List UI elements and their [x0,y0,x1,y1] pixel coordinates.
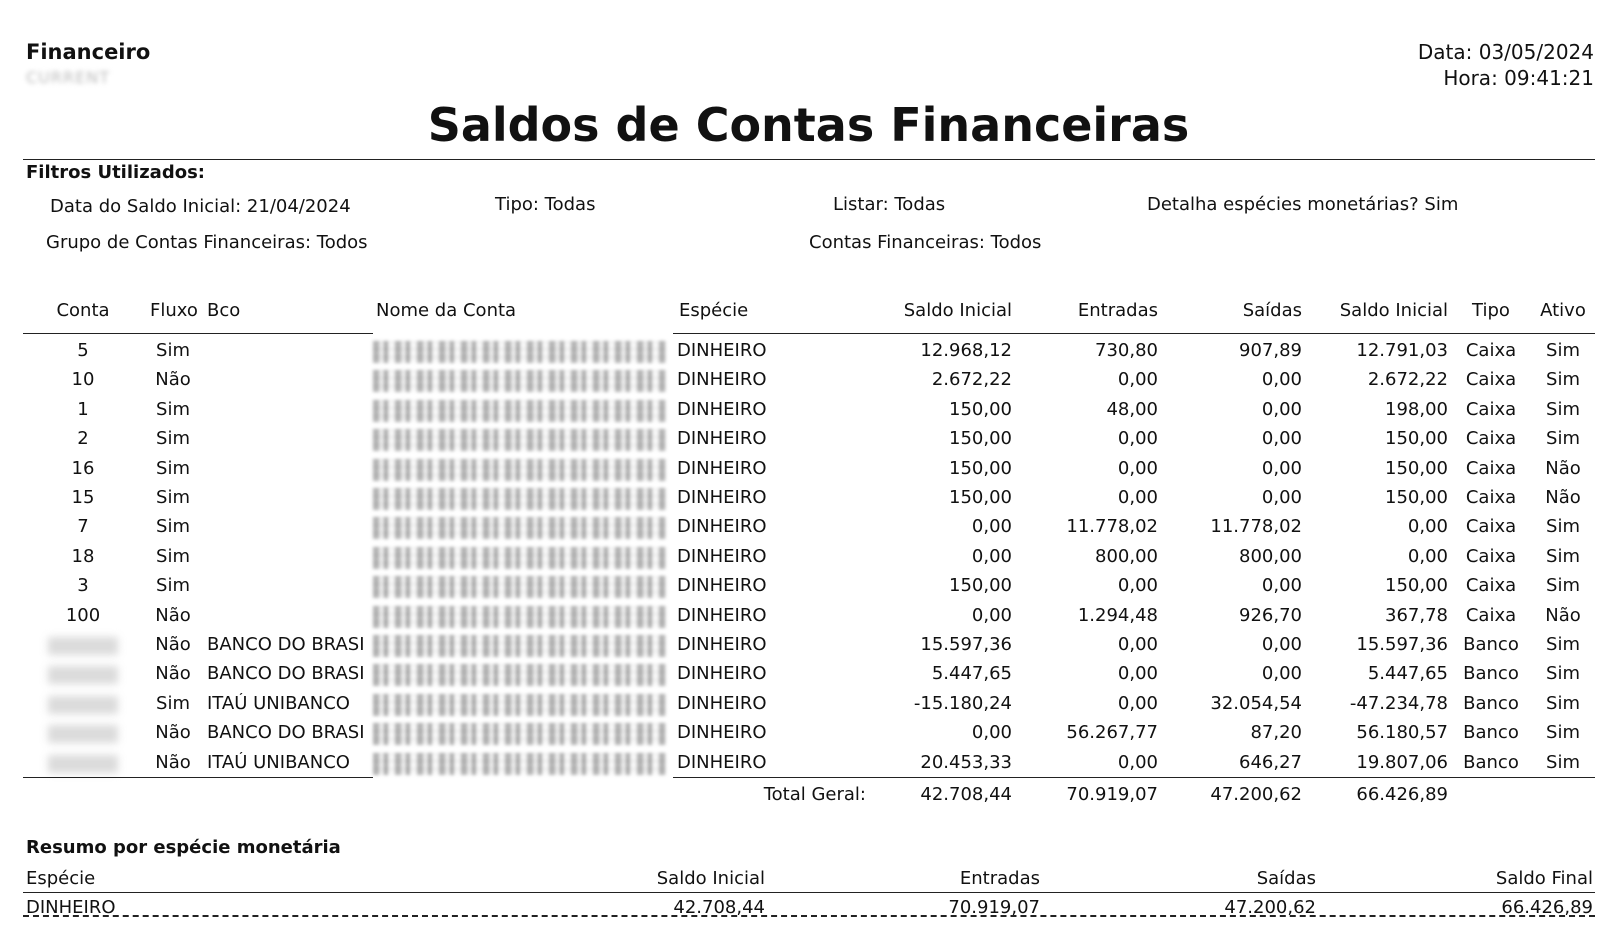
cell-saldo-final: 5.447,65 [1367,663,1448,685]
cell-conta: 3 [77,575,89,597]
cell-especie: DINHEIRO [677,545,767,567]
cell-fluxo: Não [155,634,191,655]
cell-saldo-inicial: 0,00 [971,604,1012,626]
cell-saldo-inicial: 150,00 [949,457,1012,479]
cell-saidas: 0,00 [1261,398,1302,420]
module-name: Financeiro [26,40,151,64]
redacted-account-name [373,517,666,539]
cell-tipo: Banco [1463,663,1519,685]
cell-saldo-final: 0,00 [1407,545,1448,567]
col-nome: Nome da Conta [376,300,517,321]
cell-saidas: 32.054,54 [1210,692,1302,714]
redacted-account-name [373,576,666,598]
cell-especie: DINHEIRO [677,663,767,685]
cell-entradas: 0,00 [1117,634,1158,655]
cell-especie: DINHEIRO [677,340,767,361]
cell-ativo: Sim [1546,751,1580,773]
cell-saldo-inicial: -15.180,24 [913,692,1012,714]
total-saldo-final: 66.426,89 [1356,784,1448,805]
filter-detalha: Detalha espécies monetárias? Sim [1147,194,1459,215]
total-saidas: 47.200,62 [1210,784,1302,805]
redacted-account-name [373,694,666,716]
cell-ativo: Sim [1546,398,1580,420]
cell-fluxo: Sim [156,545,190,567]
cell-fluxo: Sim [156,487,190,508]
cell-saidas: 907,89 [1239,340,1302,361]
summary-saldo-inicial: 42.708,44 [673,897,765,918]
cell-entradas: 800,00 [1095,545,1158,567]
redacted-account-name [373,370,666,392]
cell-saidas: 0,00 [1261,428,1302,450]
cell-conta: 10 [71,369,95,391]
cell-ativo: Sim [1546,369,1580,391]
redacted-account-name [373,664,666,686]
cell-saldo-final: 12.791,03 [1356,340,1448,361]
cell-tipo: Banco [1463,634,1519,655]
cell-saldo-inicial: 150,00 [949,428,1012,450]
redacted-account-name [373,635,666,657]
cell-entradas: 0,00 [1117,575,1158,597]
redacted-account-number [48,637,118,655]
cell-ativo: Sim [1546,722,1580,744]
summary-col-saldo-final: Saldo Final [1495,868,1593,889]
cell-saldo-final: 19.807,06 [1356,751,1448,773]
cell-saldo-inicial: 0,00 [971,545,1012,567]
cell-fluxo: Não [155,663,191,685]
redacted-account-name [373,488,666,510]
cell-saldo-final: 367,78 [1385,604,1448,626]
cell-entradas: 48,00 [1106,398,1158,420]
cell-especie: DINHEIRO [677,634,767,655]
cell-bco: BANCO DO BRASI [207,634,365,655]
redacted-account-number [48,755,118,773]
cell-conta: 18 [71,545,95,567]
cell-saldo-inicial: 150,00 [949,398,1012,420]
redacted-account-name [373,606,666,628]
cell-ativo: Sim [1546,428,1580,450]
cell-conta: 15 [71,487,95,508]
cell-saidas: 0,00 [1261,575,1302,597]
cell-saidas: 11.778,02 [1210,516,1302,538]
cell-entradas: 56.267,77 [1066,722,1158,744]
redacted-account-name [373,459,666,481]
cell-bco: ITAÚ UNIBANCO [207,751,350,773]
cell-especie: DINHEIRO [677,604,767,626]
cell-fluxo: Não [155,369,191,391]
cell-ativo: Sim [1546,692,1580,714]
cell-especie: DINHEIRO [677,457,767,479]
col-conta: Conta [56,300,110,321]
cell-saidas: 926,70 [1239,604,1302,626]
cell-tipo: Caixa [1465,575,1517,597]
cell-saldo-final: 150,00 [1385,575,1448,597]
cell-saldo-inicial: 15.597,36 [920,634,1012,655]
cell-especie: DINHEIRO [677,369,767,391]
cell-entradas: 1.294,48 [1077,604,1158,626]
cell-bco: ITAÚ UNIBANCO [207,692,350,714]
cell-fluxo: Sim [156,516,190,538]
cell-especie: DINHEIRO [677,487,767,508]
cell-tipo: Banco [1463,751,1519,773]
cell-tipo: Caixa [1465,340,1517,361]
cell-saldo-inicial: 150,00 [949,487,1012,508]
cell-fluxo: Sim [156,575,190,597]
col-bco: Bco [207,300,241,321]
cell-ativo: Não [1545,487,1581,508]
col-fluxo: Fluxo [150,300,198,321]
filter-listar: Listar: Todas [833,194,946,215]
cell-ativo: Sim [1546,340,1580,361]
col-ativo: Ativo [1540,300,1586,321]
cell-entradas: 730,80 [1095,340,1158,361]
cell-tipo: Caixa [1465,398,1517,420]
cell-ativo: Sim [1546,663,1580,685]
cell-saldo-final: 15.597,36 [1356,634,1448,655]
redacted-account-name [373,341,666,363]
redacted-account-name [373,753,666,775]
cell-especie: DINHEIRO [677,722,767,744]
cell-entradas: 0,00 [1117,428,1158,450]
cell-entradas: 0,00 [1117,369,1158,391]
cell-saldo-inicial: 0,00 [971,516,1012,538]
cell-fluxo: Sim [156,428,190,450]
body-bottom-line-left [23,777,373,778]
cell-especie: DINHEIRO [677,428,767,450]
summary-dashed-line [23,915,1595,917]
cell-ativo: Não [1545,457,1581,479]
cell-tipo: Banco [1463,722,1519,744]
cell-conta: 7 [77,516,89,538]
cell-saidas: 0,00 [1261,487,1302,508]
filters-title: Filtros Utilizados: [26,162,205,183]
cell-saldo-final: 150,00 [1385,487,1448,508]
cell-ativo: Sim [1546,575,1580,597]
cell-saldo-inicial: 0,00 [971,722,1012,744]
cell-saidas: 646,27 [1239,751,1302,773]
summary-saldo-final: 66.426,89 [1501,897,1593,918]
redacted-account-name [373,429,666,451]
cell-tipo: Banco [1463,692,1519,714]
redacted-account-number [48,666,118,684]
cell-fluxo: Sim [156,457,190,479]
cell-saidas: 0,00 [1261,457,1302,479]
total-label: Total Geral: [763,784,866,805]
cell-conta: 16 [71,457,95,479]
total-entradas: 70.919,07 [1066,784,1158,805]
cell-conta: 1 [77,398,89,420]
cell-fluxo: Sim [156,398,190,420]
cell-conta: 5 [77,340,89,361]
cell-fluxo: Sim [156,340,190,361]
cell-tipo: Caixa [1465,428,1517,450]
cell-ativo: Sim [1546,516,1580,538]
redacted-account-name [373,547,666,569]
cell-especie: DINHEIRO [677,751,767,773]
col-tipo: Tipo [1472,300,1510,321]
cell-saldo-final: 150,00 [1385,457,1448,479]
redacted-account-name [373,400,666,422]
cell-tipo: Caixa [1465,545,1517,567]
summary-col-saidas: Saídas [1256,868,1316,889]
cell-ativo: Sim [1546,634,1580,655]
cell-ativo: Não [1545,604,1581,626]
cell-saldo-inicial: 2.672,22 [931,369,1012,391]
summary-col-saldo-inicial: Saldo Inicial [656,868,765,889]
filter-tipo: Tipo: Todas [495,194,596,215]
cell-entradas: 0,00 [1117,487,1158,508]
cell-saldo-inicial: 5.447,65 [931,663,1012,685]
cell-entradas: 0,00 [1117,751,1158,773]
cell-saidas: 0,00 [1261,663,1302,685]
cell-entradas: 0,00 [1117,663,1158,685]
summary-entradas: 70.919,07 [948,897,1040,918]
cell-entradas: 11.778,02 [1066,516,1158,538]
cell-fluxo: Sim [156,692,190,714]
summary-title: Resumo por espécie monetária [26,837,341,858]
header-underline-right [673,333,1595,334]
cell-conta: 2 [77,428,89,450]
cell-bco: BANCO DO BRASI [207,663,365,685]
cell-saldo-inicial: 150,00 [949,575,1012,597]
cell-saidas: 0,00 [1261,369,1302,391]
report-title: Saldos de Contas Financeiras [427,98,1190,152]
cell-saldo-final: 0,00 [1407,516,1448,538]
cell-saldo-final: 198,00 [1385,398,1448,420]
body-bottom-line-right [673,777,1595,778]
col-saldo-final: Saldo Inicial [1339,300,1448,321]
filter-grupo: Grupo de Contas Financeiras: Todos [46,232,368,253]
filter-contas: Contas Financeiras: Todos [809,232,1042,253]
cell-fluxo: Não [155,604,191,626]
summary-header-underline [23,892,1595,893]
cell-entradas: 0,00 [1117,692,1158,714]
company-name-redacted: CURRENT [26,68,110,87]
cell-fluxo: Não [155,751,191,773]
filter-saldo-inicial: Data do Saldo Inicial: 21/04/2024 [50,196,351,217]
cell-saldo-final: 150,00 [1385,428,1448,450]
summary-especie: DINHEIRO [26,897,116,918]
cell-ativo: Sim [1546,545,1580,567]
redacted-account-number [48,696,118,714]
cell-especie: DINHEIRO [677,516,767,538]
cell-saidas: 800,00 [1239,545,1302,567]
cell-tipo: Caixa [1465,369,1517,391]
cell-saldo-inicial: 12.968,12 [920,340,1012,361]
redacted-account-number [48,725,118,743]
cell-especie: DINHEIRO [677,398,767,420]
cell-saldo-final: -47.234,78 [1349,692,1448,714]
cell-saldo-final: 2.672,22 [1367,369,1448,391]
summary-col-especie: Espécie [26,868,96,889]
cell-especie: DINHEIRO [677,692,767,714]
header-underline-left [23,333,373,334]
col-especie: Espécie [679,300,749,321]
cell-tipo: Caixa [1465,604,1517,626]
cell-entradas: 0,00 [1117,457,1158,479]
cell-tipo: Caixa [1465,487,1517,508]
cell-saidas: 0,00 [1261,634,1302,655]
col-saidas: Saídas [1242,300,1302,321]
summary-col-entradas: Entradas [959,868,1040,889]
total-saldo-inicial: 42.708,44 [920,784,1012,805]
report-time: Hora: 09:41:21 [1443,66,1594,90]
cell-tipo: Caixa [1465,516,1517,538]
cell-bco: BANCO DO BRASI [207,722,365,744]
cell-fluxo: Não [155,722,191,744]
cell-saidas: 87,20 [1250,722,1302,744]
col-saldo-inicial: Saldo Inicial [903,300,1012,321]
cell-tipo: Caixa [1465,457,1517,479]
redacted-account-name [373,723,666,745]
cell-conta: 100 [65,604,101,626]
title-divider [23,159,1595,160]
cell-especie: DINHEIRO [677,575,767,597]
cell-saldo-final: 56.180,57 [1356,722,1448,744]
cell-saldo-inicial: 20.453,33 [920,751,1012,773]
col-entradas: Entradas [1077,300,1158,321]
summary-saidas: 47.200,62 [1224,897,1316,918]
report-date: Data: 03/05/2024 [1417,40,1594,64]
